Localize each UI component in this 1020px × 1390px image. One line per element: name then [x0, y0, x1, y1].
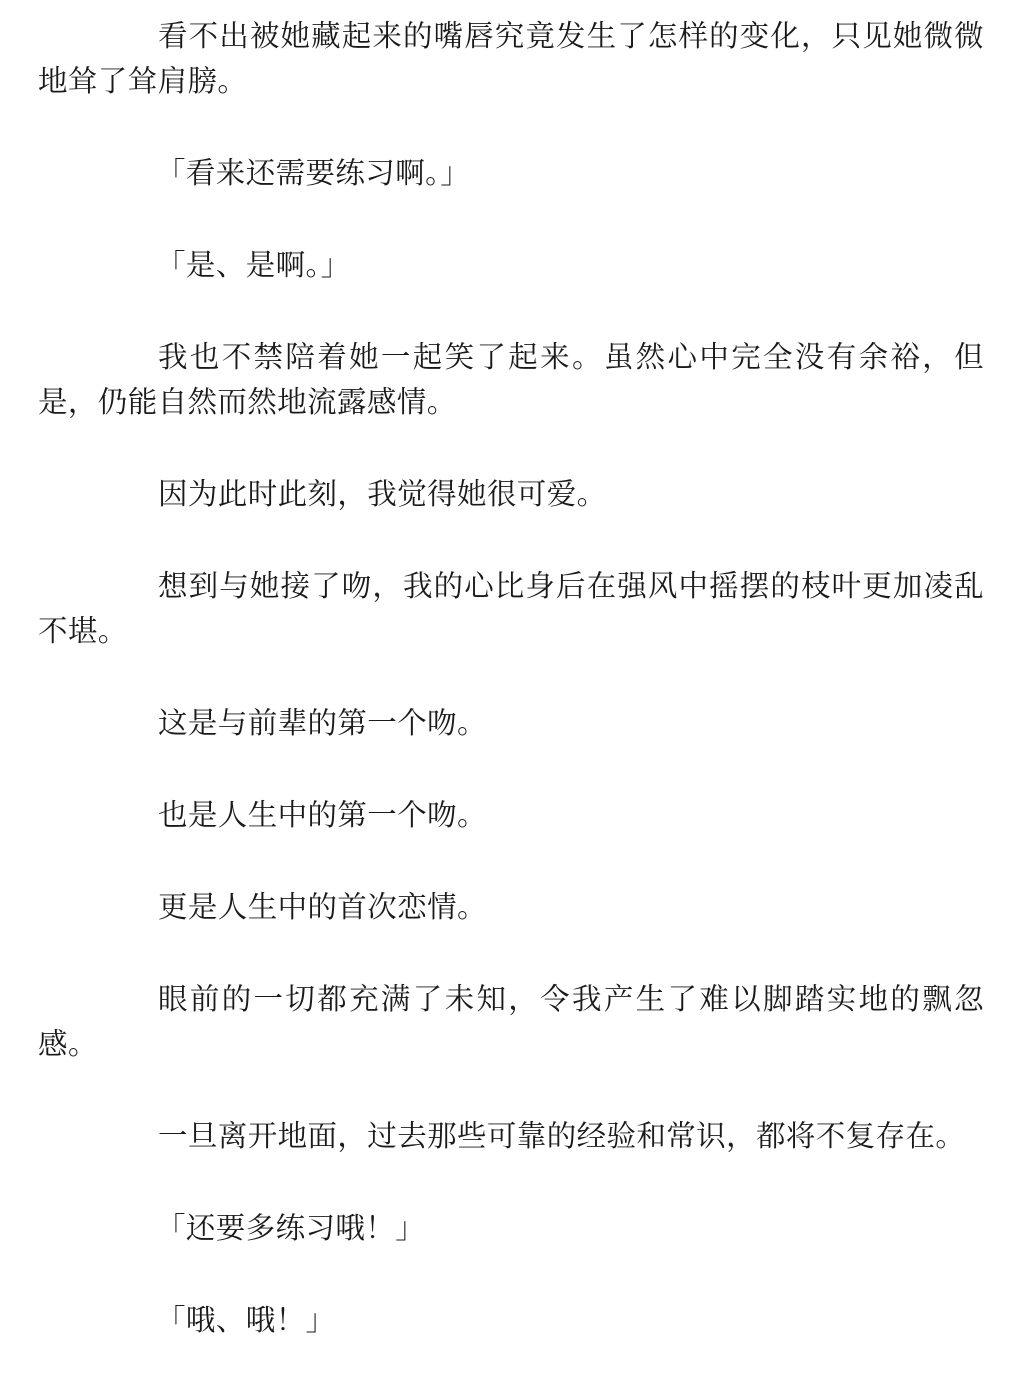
- document-page: [38, 14, 984, 1390]
- dialogue-line: 「是、是啊。」: [156, 248, 351, 282]
- paragraph: 看不出被她藏起来的嘴唇究竟发生了怎样的变化，只见她微微地耸了耸肩膀。: [38, 19, 984, 98]
- paragraph: 我也不禁陪着她一起笑了起来。虽然心中完全没有余裕，但是，仍能自然而然地流露感情。: [38, 340, 984, 419]
- paragraph: 想到与她接了吻，我的心比身后在强风中摇摆的枝叶更加凌乱不堪。: [38, 569, 984, 648]
- dialogue-line: 「看来还需要练习啊。」: [156, 156, 471, 190]
- paragraph: 因为此时此刻，我觉得她很可爱。: [158, 477, 607, 511]
- paragraph: 一旦离开地面，过去那些可靠的经验和常识，都将不复存在。: [158, 1119, 966, 1153]
- dialogue-line: 「还要多练习哦！」: [156, 1211, 426, 1245]
- paragraph: 这是与前辈的第一个吻。: [158, 706, 487, 740]
- paragraph: 眼前的一切都充满了未知，令我产生了难以脚踏实地的飘忽感。: [38, 982, 984, 1061]
- dialogue-line: 「哦、哦！」: [156, 1303, 336, 1337]
- paragraph: 更是人生中的首次恋情。: [158, 890, 487, 924]
- paragraph: 也是人生中的第一个吻。: [158, 798, 487, 832]
